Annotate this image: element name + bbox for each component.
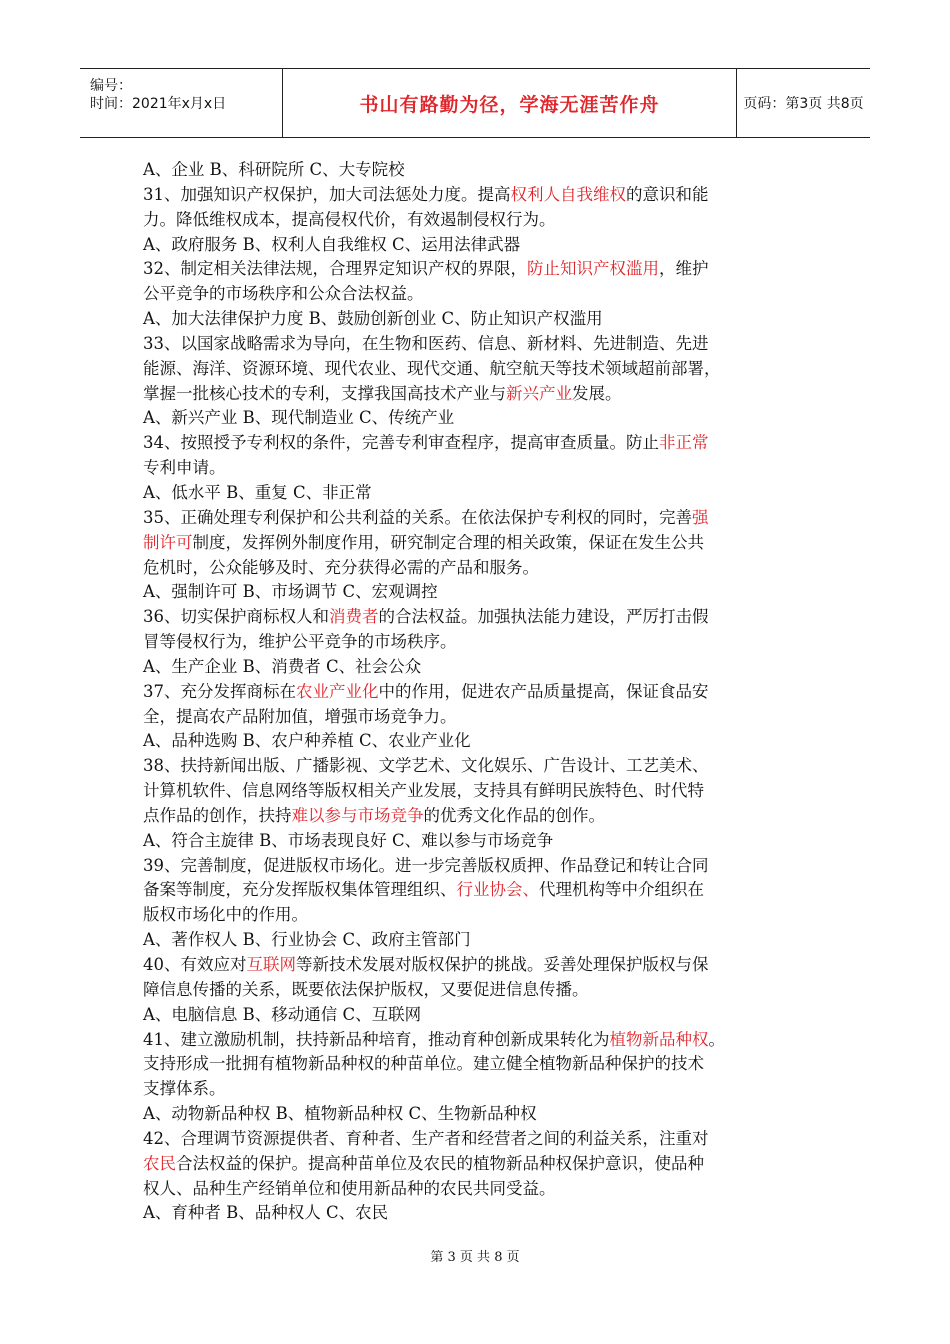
text-line bbox=[143, 406, 818, 431]
text-line bbox=[143, 878, 818, 903]
answer-highlight: 非正常 bbox=[659, 433, 709, 453]
text-segment: ，维护 bbox=[659, 259, 709, 279]
text-segment: 合法权益的保护。提高种苗单位及农民的植物新品种权保护意识，使品种 bbox=[176, 1153, 704, 1173]
text-segment: 版权市场化中的作用。 bbox=[143, 905, 308, 925]
text-line bbox=[143, 1003, 818, 1028]
text-segment: 41、建立激励机制，扶持新品种培育，推动育种创新成果转化为 bbox=[143, 1029, 610, 1049]
text-segment: 37、充分发挥商标在 bbox=[143, 681, 296, 701]
page-header bbox=[80, 68, 870, 138]
text-segment: A、育种者 B、品种权人 C、农民 bbox=[143, 1203, 389, 1223]
text-segment: 点作品的创作，扶持 bbox=[143, 805, 292, 825]
text-line bbox=[143, 1077, 818, 1102]
text-line bbox=[143, 854, 818, 879]
text-segment: A、生产企业 B、消费者 C、社会公众 bbox=[143, 656, 422, 676]
text-line bbox=[143, 1052, 818, 1077]
text-line bbox=[143, 829, 818, 854]
answer-highlight: 新兴产业 bbox=[506, 383, 572, 403]
answer-highlight: 权利人自我维权 bbox=[510, 184, 626, 204]
text-segment: 42、合理调节资源提供者、育种者、生产者和经营者之间的利益关系，注重对 bbox=[143, 1128, 709, 1148]
answer-highlight: 防止知识产权滥用 bbox=[527, 259, 659, 279]
text-segment: A、政府服务 B、权利人自我维权 C、运用法律武器 bbox=[143, 234, 521, 254]
text-line bbox=[143, 680, 818, 705]
document-body bbox=[143, 158, 818, 1226]
text-line bbox=[143, 481, 818, 506]
text-line bbox=[143, 1102, 818, 1127]
text-segment: 危机时，公众能够及时、充分获得必需的产品和服务。 bbox=[143, 557, 539, 577]
text-line bbox=[143, 431, 818, 456]
text-segment: 31、加强知识产权保护，加大司法惩处力度。提高 bbox=[143, 184, 511, 204]
text-segment: 36、切实保护商标权人和 bbox=[143, 607, 329, 627]
text-line bbox=[143, 978, 818, 1003]
text-segment: 权人、品种生产经销单位和使用新品种的农民共同受益。 bbox=[143, 1178, 556, 1198]
text-segment: 支撑体系。 bbox=[143, 1079, 226, 1099]
answer-highlight: 植物新品种权 bbox=[609, 1029, 709, 1049]
text-segment: 中的作用，促进农产品质量提高，保证食品安 bbox=[378, 681, 709, 701]
text-segment: 障信息传播的关系，既要依法保护版权，又要促进信息传播。 bbox=[143, 979, 589, 999]
text-segment: 34、按照授予专利权的条件，完善专利审查程序，提高审查质量。防止 bbox=[143, 433, 659, 453]
text-line bbox=[143, 1127, 818, 1152]
text-line bbox=[143, 903, 818, 928]
text-segment: A、企业 B、科研院所 C、大专院校 bbox=[143, 160, 405, 179]
answer-highlight: 行业协会、 bbox=[456, 880, 539, 900]
text-line bbox=[143, 1201, 818, 1226]
text-line bbox=[143, 282, 818, 307]
text-segment: A、加大法律保护力度 B、鼓励创新创业 C、防止知识产权滥用 bbox=[143, 309, 603, 329]
text-segment: 专利申请。 bbox=[143, 458, 226, 478]
text-segment: A、强制许可 B、市场调节 C、宏观调控 bbox=[143, 582, 438, 602]
text-line bbox=[143, 1028, 818, 1053]
text-line bbox=[143, 630, 818, 655]
text-line bbox=[143, 506, 818, 531]
text-segment: 支持形成一批拥有植物新品种权的种苗单位。建立健全植物新品种保护的技术 bbox=[143, 1054, 704, 1074]
header-page-cell bbox=[737, 69, 870, 137]
text-segment: 备案等制度，充分发挥版权集体管理组织、 bbox=[143, 880, 457, 900]
text-segment: 等新技术发展对版权保护的挑战。妥善处理保护版权与保 bbox=[296, 955, 709, 974]
text-line bbox=[143, 332, 818, 357]
text-segment: A、符合主旋律 B、市场表现良好 C、难以参与市场竞争 bbox=[143, 830, 554, 850]
answer-highlight: 难以参与市场竞争 bbox=[291, 805, 424, 825]
text-segment: 39、完善制度，促进版权市场化。进一步完善版权质押、作品登记和转让合同 bbox=[143, 855, 709, 875]
text-segment: 。 bbox=[708, 1029, 725, 1049]
text-line bbox=[143, 531, 818, 556]
text-line bbox=[143, 779, 818, 804]
text-line bbox=[143, 605, 818, 630]
text-segment: 代理机构等中介组织在 bbox=[539, 880, 704, 900]
text-segment: 的优秀文化作品的创作。 bbox=[423, 805, 605, 825]
text-line bbox=[143, 556, 818, 581]
text-line bbox=[143, 382, 818, 407]
header-motto: 书山有路勤为径，学海无涯苦作舟 bbox=[359, 93, 660, 116]
text-line bbox=[143, 257, 818, 282]
page-footer: 第 3 页 共 8 页 bbox=[430, 1250, 520, 1265]
text-line bbox=[143, 928, 818, 953]
text-segment: 全，提高农产品附加值，增强市场竞争力。 bbox=[143, 706, 457, 726]
text-line bbox=[143, 307, 818, 332]
text-segment: 38、扶持新闻出版、广播影视、文学艺术、文化娱乐、广告设计、工艺美术、 bbox=[143, 756, 709, 776]
text-segment: A、动物新品种权 B、植物新品种权 C、生物新品种权 bbox=[143, 1104, 537, 1124]
text-line bbox=[143, 705, 818, 730]
answer-highlight: 农业产业化 bbox=[296, 681, 379, 701]
text-line bbox=[143, 953, 818, 978]
text-line bbox=[143, 233, 818, 258]
document-date: 时间：2021年x月x日 bbox=[90, 96, 227, 112]
answer-highlight: 农民 bbox=[143, 1153, 176, 1173]
text-line bbox=[143, 1152, 818, 1177]
text-line bbox=[143, 580, 818, 605]
answer-highlight: 互联网 bbox=[246, 955, 296, 974]
text-segment: 33、以国家战略需求为导向，在生物和医药、信息、新材料、先进制造、先进 bbox=[143, 333, 709, 353]
text-line bbox=[143, 357, 818, 382]
text-line bbox=[143, 729, 818, 754]
text-segment: 力。降低维权成本，提高侵权代价，有效遏制侵权行为。 bbox=[143, 209, 556, 229]
text-segment: 制度，发挥例外制度作用，研究制定合理的相关政策，保证在发生公共 bbox=[192, 532, 704, 552]
text-segment: 冒等侵权行为，维护公平竞争的市场秩序。 bbox=[143, 632, 457, 652]
text-segment: 掌握一批核心技术的专利，支撑我国高技术产业与 bbox=[143, 383, 506, 403]
header-page-code: 页码：第3页 共8页 bbox=[743, 96, 864, 112]
text-segment: 40、有效应对 bbox=[143, 955, 247, 974]
text-line bbox=[143, 158, 818, 183]
text-line bbox=[143, 754, 818, 779]
text-segment: 发展。 bbox=[572, 383, 622, 403]
text-line bbox=[143, 1177, 818, 1202]
text-line bbox=[143, 655, 818, 680]
answer-highlight: 消费者 bbox=[329, 607, 379, 627]
text-segment: 的意识和能 bbox=[626, 184, 709, 204]
header-left-cell bbox=[80, 69, 283, 137]
text-segment: A、新兴产业 B、现代制造业 C、传统产业 bbox=[143, 408, 455, 428]
text-line bbox=[143, 804, 818, 829]
text-segment: 32、制定相关法律法规，合理界定知识产权的界限， bbox=[143, 259, 527, 279]
text-segment: A、低水平 B、重复 C、非正常 bbox=[143, 482, 372, 502]
text-line bbox=[143, 208, 818, 233]
document-number-label: 编号： bbox=[90, 78, 132, 94]
text-segment: A、著作权人 B、行业协会 C、政府主管部门 bbox=[143, 930, 471, 950]
header-motto-cell bbox=[283, 69, 737, 137]
text-line bbox=[143, 456, 818, 481]
answer-highlight: 制许可 bbox=[143, 532, 193, 552]
text-segment: 35、正确处理专利保护和公共利益的关系。在依法保护专利权的同时，完善 bbox=[143, 507, 692, 527]
text-line bbox=[143, 183, 818, 208]
text-segment: A、电脑信息 B、移动通信 C、互联网 bbox=[143, 1004, 422, 1024]
text-segment: 公平竞争的市场秩序和公众合法权益。 bbox=[143, 284, 424, 304]
text-segment: 计算机软件、信息网络等版权相关产业发展，支持具有鲜明民族特色、时代特 bbox=[143, 781, 704, 801]
text-segment: 的合法权益。加强执法能力建设，严厉打击假 bbox=[378, 607, 709, 627]
text-segment: A、品种选购 B、农户种养植 C、农业产业化 bbox=[143, 731, 471, 751]
answer-highlight: 强 bbox=[692, 507, 709, 527]
text-segment: 能源、海洋、资源环境、现代农业、现代交通、航空航天等技术领域超前部署， bbox=[143, 358, 721, 378]
